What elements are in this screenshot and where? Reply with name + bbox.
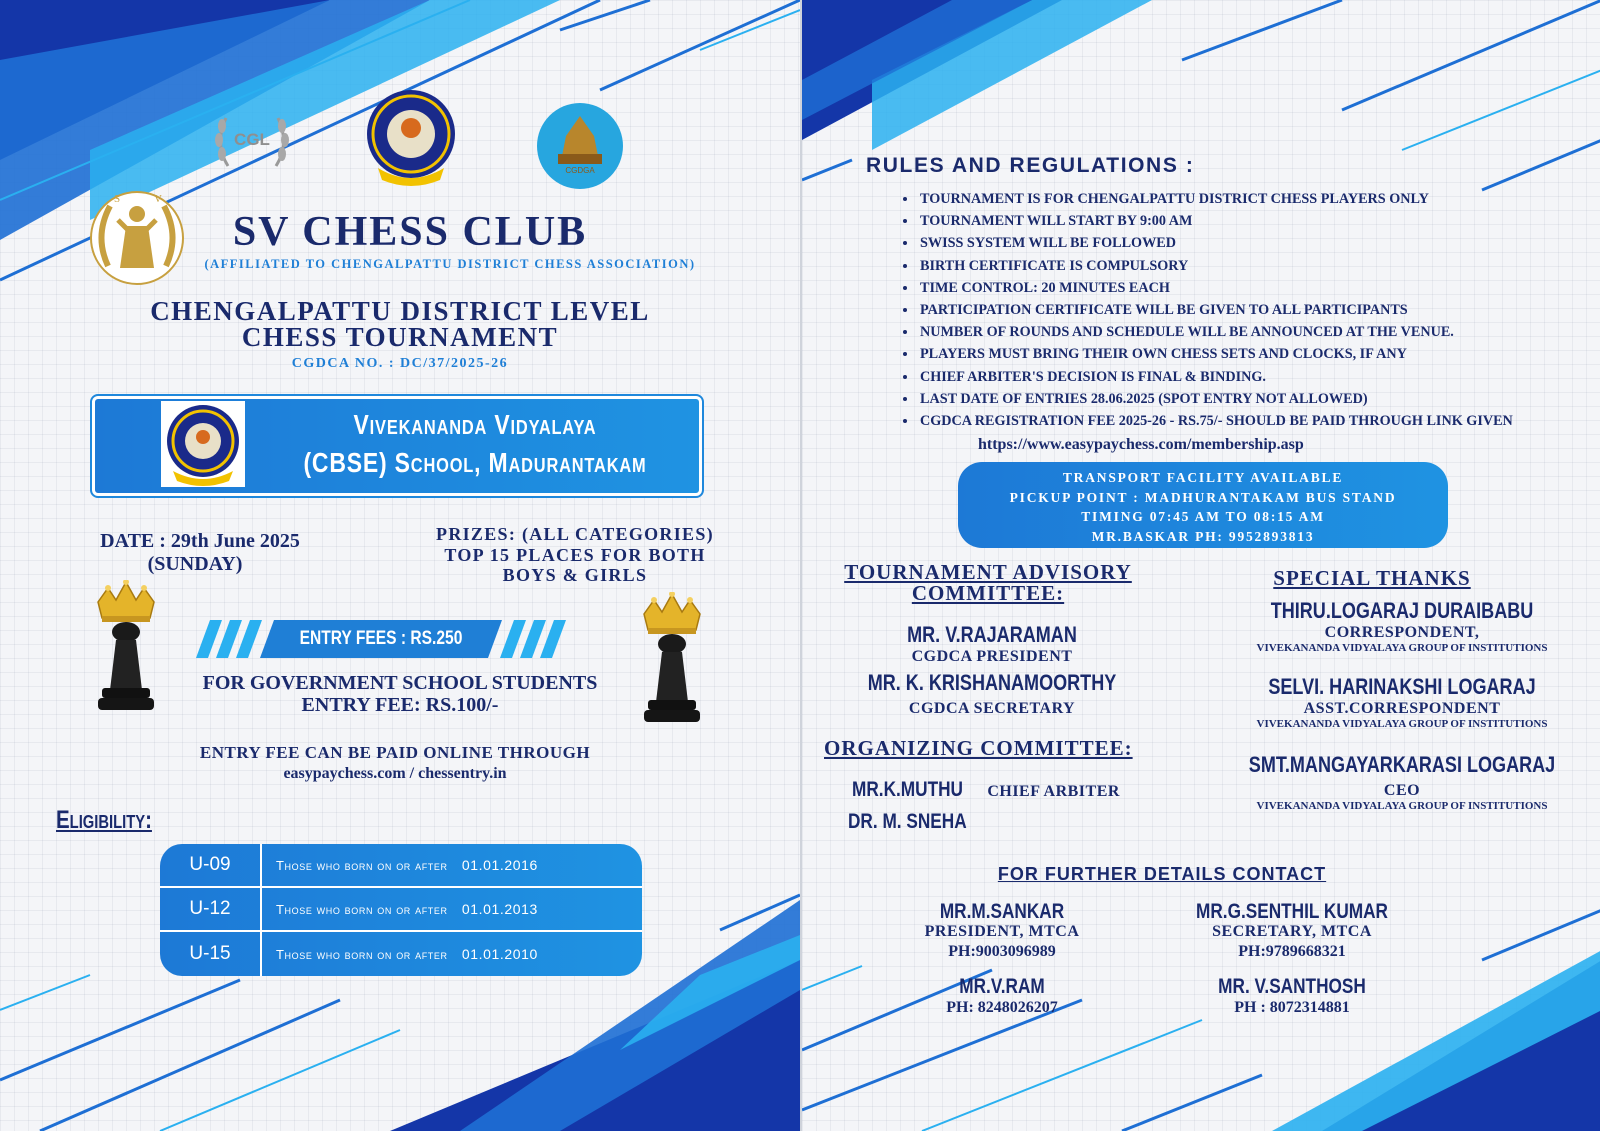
tournament-title-line1: CHENGALPATTU DISTRICT LEVEL [150, 296, 650, 326]
transport-line3: TIMING 07:45 AM TO 08:15 AM [1081, 509, 1325, 524]
person-org: VIVEKANANDA VIDYALAYA GROUP OF INSTITUTIONS [1256, 718, 1548, 730]
member-name: MR. V.RAJARAMAN [907, 622, 1077, 647]
eligibility-row-u12 [160, 888, 642, 932]
contact-person [882, 976, 1122, 1018]
contact-phone: PH : 8072314881 [1234, 999, 1350, 1016]
online-payment-line1: ENTRY FEE CAN BE PAID ONLINE THROUGH [199, 743, 591, 762]
category-rule [262, 857, 538, 873]
advisory-member [822, 670, 1162, 718]
chess-queen-icon [638, 592, 706, 730]
category-label: U-15 [160, 932, 262, 976]
entry-fee-banner [196, 620, 580, 660]
contact-role: PRESIDENT, MTCA [924, 923, 1080, 940]
organizing-member [852, 778, 1172, 802]
contact-person [1142, 902, 1442, 962]
category-rule-date: 01.01.2010 [461, 946, 538, 962]
rule-item: • CHIEF ARBITER'S DECISION IS FINAL & BINDING. [918, 366, 1600, 388]
advisory-committee-heading [820, 562, 1156, 604]
rule-item: • TOURNAMENT WILL START BY 9:00 AM [918, 210, 1600, 232]
special-thanks-heading: SPECIAL THANKS [1273, 566, 1471, 590]
contact-person [882, 902, 1122, 962]
thanks-person [1202, 752, 1600, 812]
flyer-back-page [800, 0, 1600, 1131]
rule-item: • TIME CONTROL: 20 MINUTES EACH [918, 277, 1600, 299]
person-name: THIRU.LOGARAJ DURAIBABU [1270, 598, 1534, 623]
organizing-committee-heading: ORGANIZING COMMITTEE: [824, 736, 1133, 760]
venue-line1: Vivekananda Vidyalaya [353, 409, 597, 440]
cgdga-logo [536, 102, 624, 190]
member-role: CGDCA PRESIDENT [911, 648, 1073, 665]
online-payment-sites: easypaychess.com / chessentry.in [283, 765, 507, 782]
contact-phone: PH:9789668321 [1238, 943, 1346, 960]
registration-link[interactable]: https://www.easypaychess.com/membership.asp [978, 436, 1304, 453]
school-seal-logo [364, 88, 458, 188]
transport-line2: PICKUP POINT : MADHURANTAKAM BUS STAND [1009, 489, 1397, 505]
event-date-line: DATE : 29th June 2025 [100, 530, 300, 552]
contact-role: SECRETARY, MTCA [1212, 923, 1372, 940]
advisory-heading-line2: COMMITTEE: [911, 581, 1065, 605]
category-rule-text: Those who born on or after [276, 858, 448, 873]
prizes-info [410, 524, 740, 586]
tournament-title-line2: CHESS TOURNAMENT [241, 322, 559, 352]
cgl-logo-text: CGL [234, 130, 270, 149]
svg-text:S: S [114, 193, 121, 205]
prizes-line2: TOP 15 PLACES FOR BOTH [444, 544, 706, 565]
rule-item: • SWISS SYSTEM WILL BE FOLLOWED [918, 232, 1600, 254]
rule-item: • TOURNAMENT IS FOR CHENGALPATTU DISTRICT CHESS PLAYERS ONLY [918, 188, 1600, 210]
venue-school-logo [161, 401, 245, 487]
event-date [70, 530, 330, 576]
rule-item: • PARTICIPATION CERTIFICATE WILL BE GIVEN TO ALL PARTICIPANTS [918, 299, 1600, 321]
eligibility-heading: Eligibility: [56, 806, 152, 834]
rule-item: • NUMBER OF ROUNDS AND SCHEDULE WILL BE ANNOUNCED AT THE VENUE. [918, 321, 1600, 343]
eligibility-table [160, 844, 642, 976]
category-rule-date: 01.01.2013 [461, 901, 538, 917]
venue-line2: (CBSE) School, Madurantakam [303, 447, 647, 478]
sv-club-emblem [88, 186, 186, 286]
contact-name: MR.M.SANKAR [939, 900, 1065, 923]
govt-school-fee [170, 672, 630, 716]
govt-fee-line2: ENTRY FEE: RS.100/- [301, 694, 499, 716]
entry-fee-label: ENTRY FEES : RS.250 [299, 628, 463, 649]
organizing-member [848, 810, 1048, 834]
contact-heading: FOR FURTHER DETAILS CONTACT [997, 864, 1327, 884]
event-day: (SUNDAY) [147, 553, 243, 575]
person-org: VIVEKANANDA VIDYALAYA GROUP OF INSTITUTIONS [1256, 642, 1548, 654]
rule-item: • BIRTH CERTIFICATE IS COMPULSORY [918, 255, 1600, 277]
contact-phone: PH: 8248026207 [946, 999, 1058, 1016]
person-name: SMT.MANGAYARKARASI LOGARAJ [1248, 752, 1556, 777]
rules-heading: RULES AND REGULATIONS : [866, 154, 1195, 177]
member-name: MR.K.MUTHU [852, 778, 963, 801]
contact-name: MR.V.RAM [959, 975, 1045, 998]
rule-item: • LAST DATE OF ENTRIES 28.06.2025 (SPOT ENTRY NOT ALLOWED) [918, 388, 1600, 410]
category-rule-date: 01.01.2016 [461, 857, 538, 873]
member-role: CGDCA SECRETARY [908, 700, 1076, 717]
category-label: U-12 [160, 888, 262, 930]
transport-line4: MR.BASKAR PH: 9952893813 [1091, 528, 1315, 544]
svg-text:V: V [154, 193, 162, 205]
person-role: CORRESPONDENT, [1324, 624, 1480, 641]
cgdca-number: CGDCA NO. : DC/37/2025-26 [291, 356, 509, 371]
thanks-person [1202, 598, 1600, 654]
govt-fee-line1: FOR GOVERNMENT SCHOOL STUDENTS [202, 672, 598, 694]
advisory-member [842, 622, 1142, 666]
person-name: SELVI. HARINAKSHI LOGARAJ [1268, 674, 1536, 699]
person-role: ASST.CORRESPONDENT [1303, 700, 1501, 717]
member-name: MR. K. KRISHANAMOORTHY [867, 670, 1117, 695]
eligibility-row-u09 [160, 844, 642, 888]
cgdga-logo-text: CGDGA [565, 166, 595, 175]
prizes-line3: BOYS & GIRLS [502, 565, 648, 585]
club-name: SV CHESS CLUB [232, 209, 588, 255]
online-payment-info [160, 742, 630, 784]
contact-name: MR.G.SENTHIL KUMAR [1196, 900, 1388, 923]
category-rule-text: Those who born on or after [276, 947, 448, 962]
category-rule [262, 901, 538, 917]
rules-list [900, 188, 1600, 432]
category-rule [262, 946, 538, 962]
club-affiliation: (AFFILIATED TO CHENGALPATTU DISTRICT CHESS ASSOCIATION) [204, 257, 696, 271]
prizes-line1: PRIZES: (ALL CATEGORIES) [436, 524, 714, 544]
venue-banner [92, 396, 702, 496]
thanks-person [1202, 674, 1600, 730]
rule-item: • CGDCA REGISTRATION FEE 2025-26 - RS.75/- SHOULD BE PAID THROUGH LINK GIVEN [918, 410, 1600, 432]
transport-info-box [958, 462, 1448, 548]
contact-phone: PH:9003096989 [948, 943, 1056, 960]
rule-item: • PLAYERS MUST BRING THEIR OWN CHESS SETS AND CLOCKS, IF ANY [918, 343, 1600, 365]
member-role: CHIEF ARBITER [987, 783, 1120, 800]
contact-person [1142, 976, 1442, 1018]
person-org: VIVEKANANDA VIDYALAYA GROUP OF INSTITUTIONS [1256, 800, 1548, 812]
person-role: CEO [1383, 782, 1421, 799]
category-rule-text: Those who born on or after [276, 902, 448, 917]
member-name: DR. M. SNEHA [848, 810, 967, 833]
category-label: U-09 [160, 844, 262, 886]
cgl-logo [210, 104, 294, 182]
contact-name: MR. V.SANTHOSH [1218, 975, 1366, 998]
eligibility-row-u15 [160, 932, 642, 976]
chess-queen-icon [92, 580, 160, 718]
advisory-heading-line1: TOURNAMENT ADVISORY [844, 560, 1132, 584]
transport-line1: TRANSPORT FACILITY AVAILABLE [1062, 470, 1344, 485]
